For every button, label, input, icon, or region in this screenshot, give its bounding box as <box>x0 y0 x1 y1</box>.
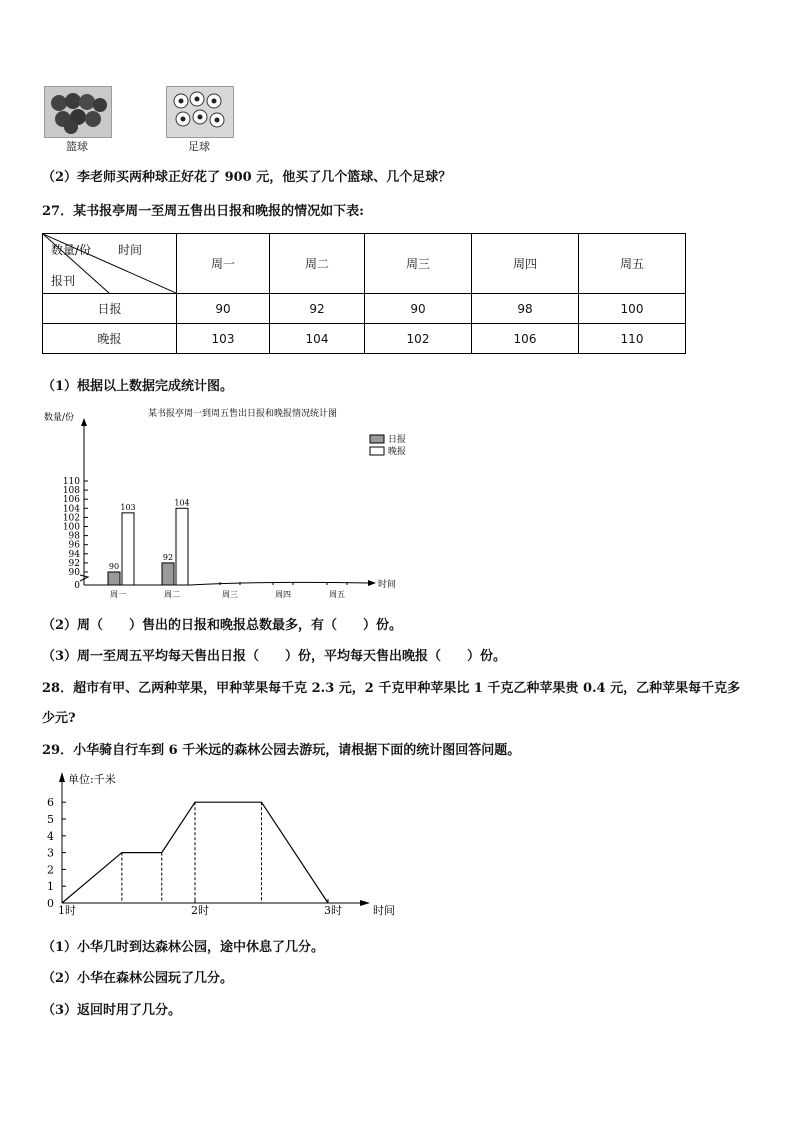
bar-evening <box>176 508 188 585</box>
table-cell: 110 <box>579 324 686 354</box>
x-tick-label: 周一 <box>110 590 126 599</box>
row-label: 日报 <box>43 294 177 324</box>
y-tick-label: 0 <box>74 581 80 591</box>
basketball-caption: 篮球 <box>66 140 88 153</box>
data-label: 92 <box>162 552 174 562</box>
y-tick-label: 3 <box>47 846 54 860</box>
legend-swatch <box>370 435 384 443</box>
y-tick-label: 108 <box>62 486 80 497</box>
trip-line-chart <box>40 768 410 923</box>
data-label: 90 <box>108 562 120 571</box>
y-tick-label: 104 <box>62 504 80 515</box>
y-tick-label: 5 <box>47 813 54 826</box>
table-col-header: 周一 <box>177 234 270 294</box>
table-cell: 102 <box>365 324 472 354</box>
y-tick-label: 6 <box>47 796 54 810</box>
bar-daily <box>162 563 174 585</box>
table-cell: 106 <box>472 324 579 354</box>
row-label: 晚报 <box>43 324 177 354</box>
y-axis-label: 数量/份 <box>44 413 75 423</box>
bar-evening <box>122 513 134 585</box>
q28-line2: 少元? <box>42 711 76 726</box>
x-axis-label: 时间 <box>373 904 395 917</box>
y-tick-label: 94 <box>68 549 80 560</box>
y-tick-label: 100 <box>62 522 80 533</box>
x-tick-label: 2时 <box>191 904 209 917</box>
y-axis-arrow <box>59 772 65 782</box>
y-tick-label: 4 <box>47 829 54 843</box>
y-tick-label: 90 <box>68 568 80 578</box>
y-axis-label: 单位:千米 <box>68 773 116 786</box>
y-tick-label: 92 <box>68 558 80 569</box>
table-cell: 92 <box>270 294 365 324</box>
x-tick-label: 1时 <box>58 904 76 917</box>
legend-swatch <box>370 447 384 455</box>
table-header-diagonal <box>43 234 177 294</box>
y-tick-label: 0 <box>47 897 54 910</box>
y-tick-label: 102 <box>62 513 80 524</box>
sales-table <box>42 233 686 354</box>
newspaper-bar-chart <box>40 402 420 602</box>
table-col-header: 周三 <box>365 234 472 294</box>
y-tick-label: 1 <box>47 880 54 894</box>
soccer-picture <box>167 87 233 137</box>
x-axis-label: 时间 <box>378 580 397 590</box>
x-tick-label: 周三 <box>222 590 238 599</box>
y-tick-label: 110 <box>62 477 80 487</box>
q27-sub2: （2）周（ ）售出的日报和晚报总数最多，有（ ）份。 <box>42 618 403 633</box>
basketball-image <box>44 86 112 138</box>
table-row <box>43 294 686 324</box>
table-cell: 100 <box>579 294 686 324</box>
x-tick-label: 周二 <box>164 590 180 599</box>
q26-sub2: （2）李老师买两种球正好花了 900 元，他买了几个篮球、几个足球？ <box>42 170 452 185</box>
q27-title: 27．某书报亭周一至周五售出日报和晚报的情况如下表: <box>42 204 364 219</box>
x-axis-arrow <box>360 900 370 906</box>
y-axis-arrow <box>81 418 87 426</box>
x-tick-label: 3时 <box>324 904 342 917</box>
legend-label: 晚报 <box>388 447 407 457</box>
y-tick-label: 98 <box>68 531 80 542</box>
q29-sub2: （2）小华在森林公园玩了几分。 <box>42 971 234 986</box>
data-label: 104 <box>174 498 190 508</box>
x-tick-label: 周五 <box>329 590 345 599</box>
y-tick-label: 106 <box>62 495 80 506</box>
table-cell: 103 <box>177 324 270 354</box>
chart-title: 某书报亭周一到周五售出日报和晚报情况统计图 <box>148 409 338 419</box>
y-tick-label: 2 <box>47 863 54 877</box>
x-tick-label: 周四 <box>275 590 291 599</box>
soccer-image <box>166 86 234 138</box>
legend-label: 日报 <box>388 435 407 445</box>
bar-daily <box>108 572 120 585</box>
soccer-caption: 足球 <box>188 140 210 153</box>
table-col-header: 周二 <box>270 234 365 294</box>
basketball-picture <box>45 87 111 137</box>
table-cell: 104 <box>270 324 365 354</box>
q29-sub3: （3）返回时用了几分。 <box>42 1003 182 1018</box>
table-row <box>43 324 686 354</box>
q28-line1: 28．超市有甲、乙两种苹果，甲种苹果每千克 2.3 元，2 千克甲种苹果比 1 千克乙种苹果贵 0.4 元，乙种苹果每千克多 <box>42 681 741 696</box>
header-time-label: 时间 <box>118 243 143 257</box>
table-cell: 90 <box>365 294 472 324</box>
q29-title: 29．小华骑自行车到 6 千米远的森林公园去游玩，请根据下面的统计图回答问题。 <box>42 743 521 758</box>
q27-sub1: （1）根据以上数据完成统计图。 <box>42 379 234 394</box>
header-quantity-label: 数量/份 <box>51 243 92 257</box>
data-label: 103 <box>120 502 136 512</box>
table-col-header: 周五 <box>579 234 686 294</box>
header-periodical-label: 报刊 <box>51 274 76 288</box>
table-col-header: 周四 <box>472 234 579 294</box>
table-cell: 98 <box>472 294 579 324</box>
q27-sub3: （3）周一至周五平均每天售出日报（ ）份，平均每天售出晚报（ ）份。 <box>42 649 507 664</box>
x-axis-arrow <box>368 580 376 586</box>
y-tick-label: 96 <box>68 540 80 551</box>
table-cell: 90 <box>177 294 270 324</box>
q29-sub1: （1）小华几时到达森林公园，途中休息了几分。 <box>42 940 325 955</box>
